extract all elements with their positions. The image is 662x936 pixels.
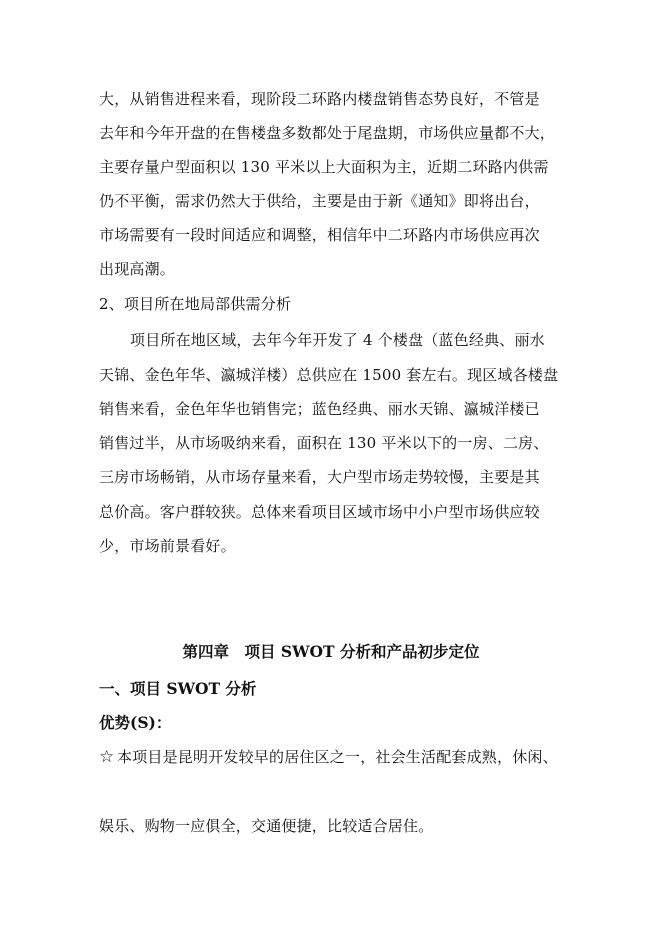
paragraph-line: 出现高潮。 [99,260,176,278]
strength-label: 优势(S)： [99,713,172,732]
swot-heading: 一、项目 SWOT 分析 [99,679,257,698]
paragraph-line: 项目所在地区域，去年今年开发了 4 个楼盘（蓝色经典、丽水 [130,331,545,349]
paragraph-line: 娱乐、购物一应俱全，交通便捷，比较适合居住。 [99,817,434,835]
paragraph-line: 总价高。客户群较狭。总体来看项目区域市场中小户型市场供应较 [99,503,540,521]
paragraph-line: 去年和今年开盘的在售楼盘多数都处于尾盘期，市场供应量都不大， [99,124,556,142]
paragraph-line: 三房市场畅销，从市场存量来看，大户型市场走势较慢，主要是其 [99,468,540,486]
paragraph-line: 销售过半，从市场吸纳来看，面积在 130 平米以下的一房、二房、 [99,434,549,452]
paragraph-line: 少，市场前景看好。 [99,537,236,555]
paragraph-line: 大，从销售进程来看，现阶段二环路内楼盘销售态势良好，不管是 [99,90,540,108]
star-icon: ☆ [99,747,115,767]
bullet-item [99,747,558,767]
paragraph-line: 主要存量户型面积以 130 平米以上大面积为主，近期二环路内供需 [99,158,549,176]
paragraph-line: 销售来看，金色年华也销售完；蓝色经典、丽水天锦、瀛城洋楼已 [99,400,540,418]
paragraph-line: 仍不平衡，需求仍然大于供给，主要是由于新《通知》即将出台， [99,192,540,210]
bullet-text: 本项目是昆明开发较早的居住区之一，社会生活配套成熟，休闲、 [117,748,558,766]
chapter-title: 第四章 项目 SWOT 分析和产品初步定位 [182,642,480,661]
paragraph-line: 市场需要有一段时间适应和调整，相信年中二环路内市场供应再次 [99,226,540,244]
section-title: 2、项目所在地局部供需分析 [99,295,292,313]
paragraph-line: 天锦、金色年华、瀛城洋楼）总供应在 1500 套左右。现区域各楼盘 [99,366,559,384]
